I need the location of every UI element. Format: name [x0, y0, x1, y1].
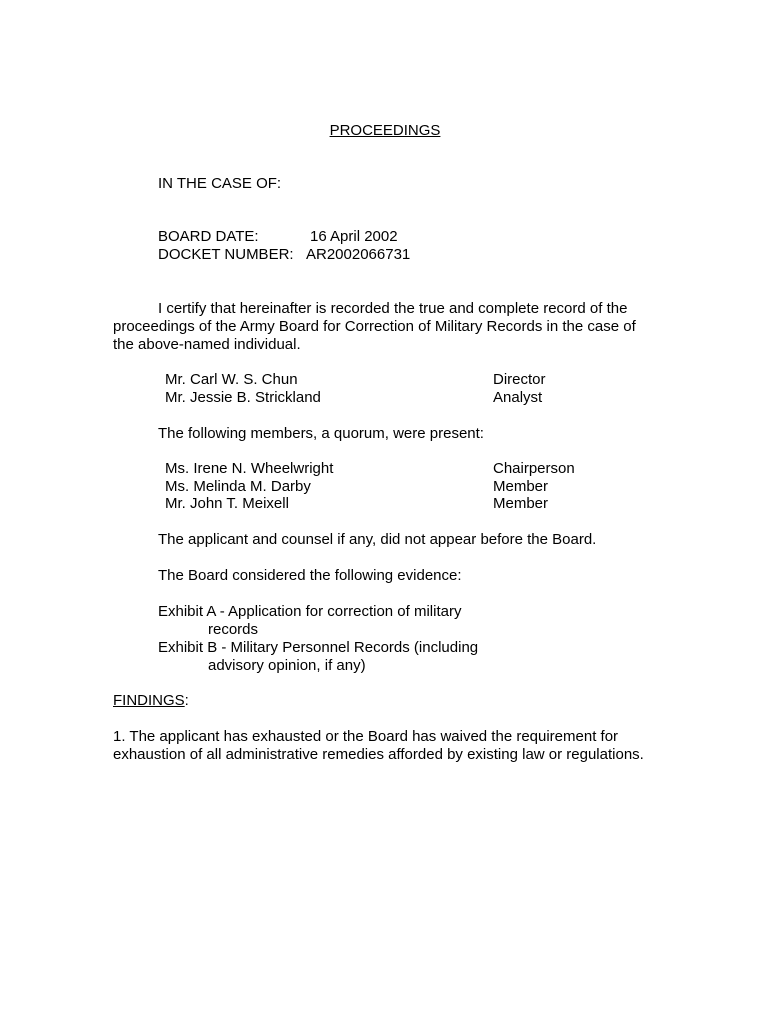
member-role-3: Member — [493, 495, 549, 512]
docket-number-label: DOCKET NUMBER: — [158, 246, 294, 263]
member-name-3: Mr. John T. Meixell — [165, 495, 289, 512]
member-name-2: Ms. Melinda M. Darby — [165, 478, 311, 495]
case-label: IN THE CASE OF: — [158, 175, 282, 192]
quorum-text: The following members, a quorum, were present: — [158, 425, 484, 442]
member-role-1: Chairperson — [493, 460, 575, 477]
exhibit-b-line-1: Exhibit B - Military Personnel Records (including — [158, 639, 479, 656]
staff-name-1: Mr. Carl W. S. Chun — [165, 371, 298, 388]
finding-1-line-2: exhaustion of all administrative remedies afforded by existing law or regulations. — [113, 746, 644, 763]
finding-1-line-1: 1. The applicant has exhausted or the Board has waived the requirement for — [113, 728, 619, 745]
evidence-intro: The Board considered the following evidence: — [158, 567, 462, 584]
appearance-text: The applicant and counsel if any, did not appear before the Board. — [158, 531, 597, 548]
findings-heading — [113, 692, 189, 710]
certify-line-3: the above-named individual. — [113, 336, 301, 353]
certify-line-1: I certify that hereinafter is recorded the true and complete record of the — [158, 300, 628, 317]
member-role-2: Member — [493, 478, 549, 495]
findings-heading-text: FINDINGS — [113, 692, 185, 709]
board-date-value: 16 April 2002 — [310, 228, 398, 245]
exhibit-b-line-2: advisory opinion, if any) — [208, 657, 366, 674]
staff-name-2: Mr. Jessie B. Strickland — [165, 389, 321, 406]
certify-line-2: proceedings of the Army Board for Correction of Military Records in the case of — [113, 318, 636, 335]
board-date-label: BOARD DATE: — [158, 228, 259, 245]
exhibit-a-line-2: records — [208, 621, 259, 638]
staff-role-1: Director — [493, 371, 546, 388]
docket-number-value: AR2002066731 — [306, 246, 411, 263]
document-title: PROCEEDINGS — [329, 122, 441, 139]
findings-colon: : — [184, 692, 189, 709]
member-name-1: Ms. Irene N. Wheelwright — [165, 460, 334, 477]
staff-role-2: Analyst — [493, 389, 543, 406]
exhibit-a-line-1: Exhibit A - Application for correction of military — [158, 603, 462, 620]
